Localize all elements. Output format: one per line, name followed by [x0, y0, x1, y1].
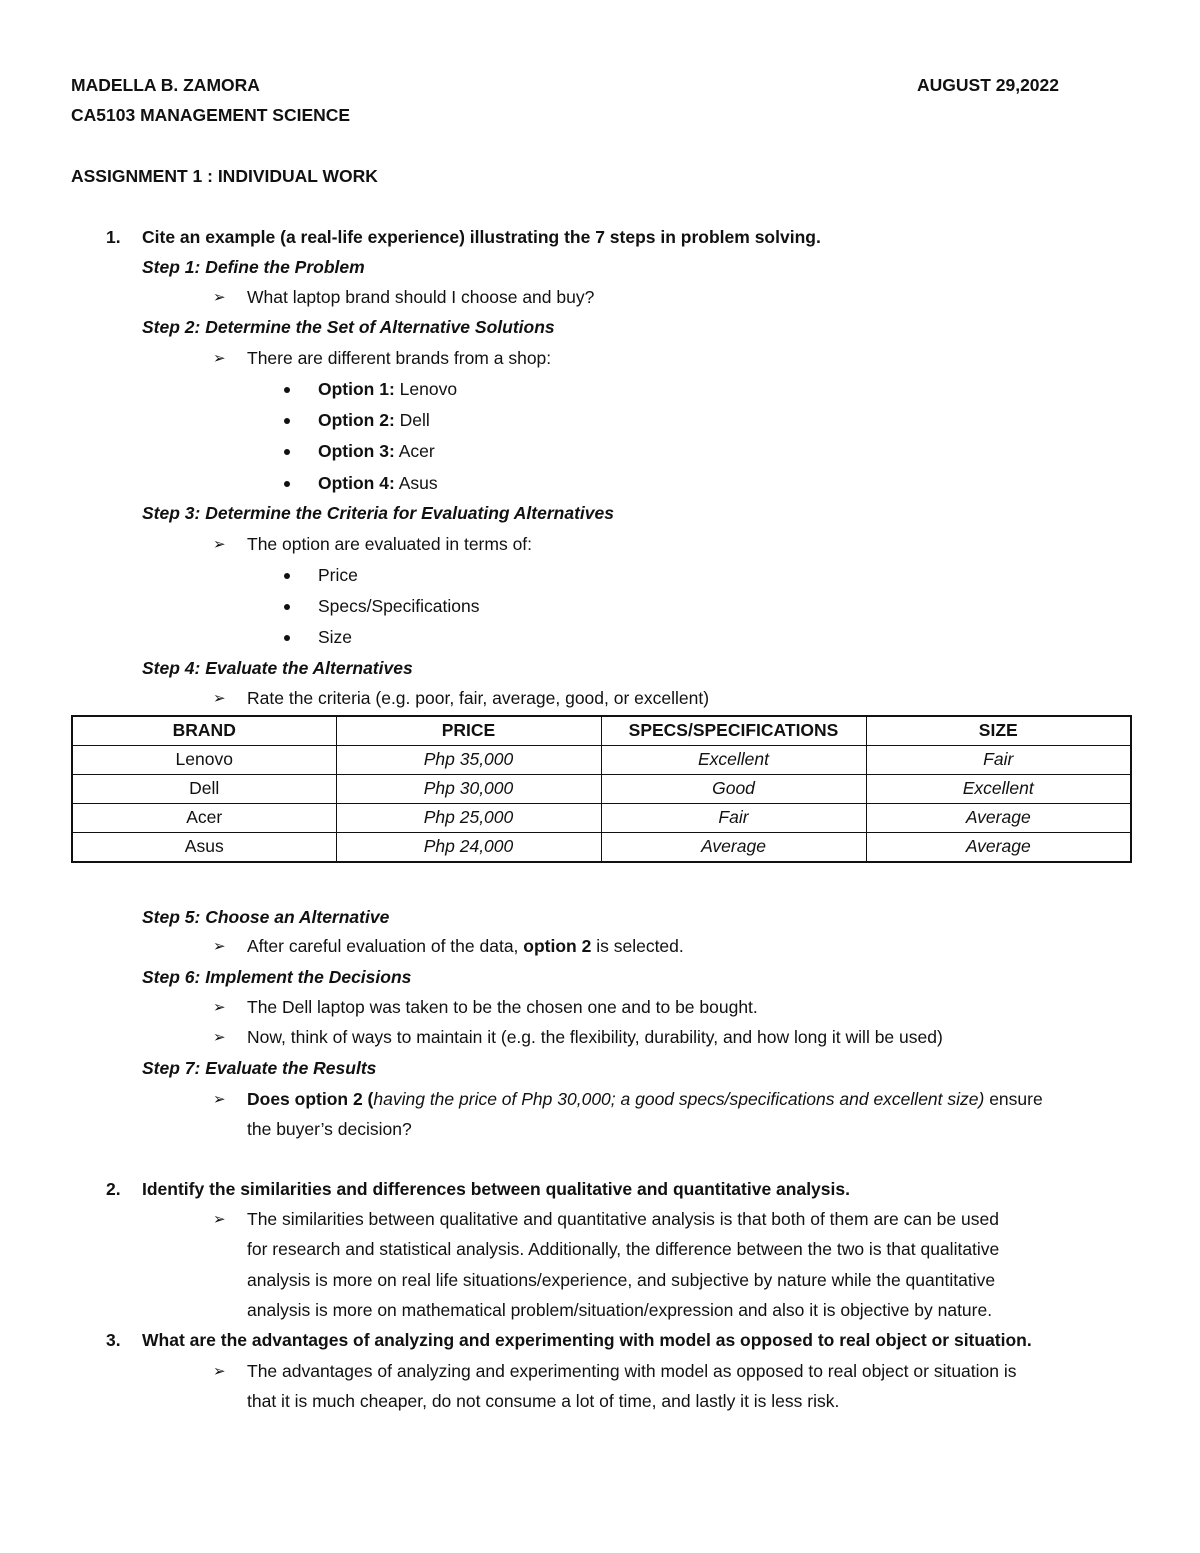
step6-item: The Dell laptop was taken to be the chosen one and to be bought. — [247, 997, 758, 1017]
criteria-item: Price — [318, 565, 358, 585]
round-bullet-icon — [284, 449, 290, 455]
q2-question: Identify the similarities and differences between qualitative and quantitative analysis. — [142, 1179, 850, 1199]
cell-specs: Fair — [601, 804, 866, 833]
q2-answer-line: analysis is more on real life situations/experience, and subjective by nature while the quantitative — [247, 1270, 996, 1290]
evaluation-table — [71, 715, 1132, 863]
cell-specs: Average — [601, 833, 866, 863]
header-size: SIZE — [866, 716, 1131, 746]
step1-title: Step 1: Define the Problem — [142, 257, 365, 277]
step6-title: Step 6: Implement the Decisions — [142, 967, 412, 987]
step5-title: Step 5: Choose an Alternative — [142, 907, 390, 927]
arrow-bullet-icon: ➢ — [213, 289, 226, 306]
arrow-bullet-icon: ➢ — [213, 350, 226, 367]
cell-specs: Excellent — [601, 746, 866, 775]
step3-title: Step 3: Determine the Criteria for Evaluating Alternatives — [142, 503, 614, 523]
criteria-item: Specs/Specifications — [318, 596, 480, 616]
arrow-bullet-icon: ➢ — [213, 690, 226, 707]
round-bullet-icon — [284, 635, 290, 641]
step2-title: Step 2: Determine the Set of Alternative Solutions — [142, 317, 555, 337]
round-bullet-icon — [284, 481, 290, 487]
table-row — [72, 775, 1131, 804]
option-item: Option 1: Lenovo — [318, 379, 458, 399]
table-row — [72, 804, 1131, 833]
option-item: Option 4: Asus — [318, 473, 438, 493]
cell-brand: Acer — [72, 804, 336, 833]
step4-title: Step 4: Evaluate the Alternatives — [142, 658, 413, 678]
arrow-bullet-icon: ➢ — [213, 1091, 226, 1108]
step7-item-continued: the buyer’s decision? — [247, 1119, 412, 1139]
option-item: Option 3: Acer — [318, 441, 435, 461]
cell-brand: Dell — [72, 775, 336, 804]
assignment-date: AUGUST 29,2022 — [917, 75, 1060, 95]
step3-item: The option are evaluated in terms of: — [247, 534, 533, 554]
table-row — [72, 746, 1131, 775]
arrow-bullet-icon: ➢ — [213, 938, 226, 955]
cell-size: Average — [866, 833, 1131, 863]
round-bullet-icon — [284, 387, 290, 393]
cell-specs: Good — [601, 775, 866, 804]
cell-price: Php 30,000 — [336, 775, 601, 804]
q1-number: 1. — [106, 227, 121, 247]
arrow-bullet-icon: ➢ — [213, 1029, 226, 1046]
q3-answer-line: The advantages of analyzing and experimenting with model as opposed to real object or situation is — [247, 1361, 1017, 1381]
cell-price: Php 24,000 — [336, 833, 601, 863]
option-item: Option 2: Dell — [318, 410, 430, 430]
course-title: CA5103 MANAGEMENT SCIENCE — [71, 105, 351, 125]
criteria-item: Size — [318, 627, 353, 647]
cell-size: Fair — [866, 746, 1131, 775]
step7-item: Does option 2 (having the price of Php 30,000; a good specs/specifications and excellent size) ensure — [247, 1089, 1043, 1109]
table-header-row — [72, 716, 1131, 746]
step5-item: After careful evaluation of the data, option 2 is selected. — [247, 936, 684, 956]
cell-size: Average — [866, 804, 1131, 833]
q3-answer-line: that it is much cheaper, do not consume a lot of time, and lastly it is less risk. — [247, 1391, 840, 1411]
round-bullet-icon — [284, 604, 290, 610]
round-bullet-icon — [284, 573, 290, 579]
cell-price: Php 35,000 — [336, 746, 601, 775]
q3-number: 3. — [106, 1330, 121, 1350]
arrow-bullet-icon: ➢ — [213, 999, 226, 1016]
step1-item: What laptop brand should I choose and buy? — [247, 287, 595, 307]
arrow-bullet-icon: ➢ — [213, 1363, 226, 1380]
cell-price: Php 25,000 — [336, 804, 601, 833]
step4-item: Rate the criteria (e.g. poor, fair, average, good, or excellent) — [247, 688, 710, 708]
header-brand: BRAND — [72, 716, 336, 746]
q2-answer-line: The similarities between qualitative and quantitative analysis is that both of them are can be used — [247, 1209, 999, 1229]
cell-brand: Lenovo — [72, 746, 336, 775]
round-bullet-icon — [284, 418, 290, 424]
arrow-bullet-icon: ➢ — [213, 1211, 226, 1228]
cell-size: Excellent — [866, 775, 1131, 804]
arrow-bullet-icon: ➢ — [213, 536, 226, 553]
q2-number: 2. — [106, 1179, 121, 1199]
header-specs: SPECS/SPECIFICATIONS — [601, 716, 866, 746]
student-name: MADELLA B. ZAMORA — [71, 75, 260, 95]
step2-item: There are different brands from a shop: — [247, 348, 552, 368]
assignment-title: ASSIGNMENT 1 : INDIVIDUAL WORK — [71, 166, 378, 186]
step6-item: Now, think of ways to maintain it (e.g. the flexibility, durability, and how long it will be used) — [247, 1027, 943, 1047]
header-price: PRICE — [336, 716, 601, 746]
q2-answer-line: for research and statistical analysis. Additionally, the difference between the two is that qualitative — [247, 1239, 1000, 1259]
q2-answer-line: analysis is more on mathematical problem/situation/expression and also it is objective by nature. — [247, 1300, 993, 1320]
q3-question: What are the advantages of analyzing and experimenting with model as opposed to real object or situation. — [142, 1330, 1032, 1350]
table-row — [72, 833, 1131, 863]
step7-title: Step 7: Evaluate the Results — [142, 1058, 377, 1078]
cell-brand: Asus — [72, 833, 336, 863]
q1-question: Cite an example (a real-life experience) illustrating the 7 steps in problem solving. — [142, 227, 821, 247]
